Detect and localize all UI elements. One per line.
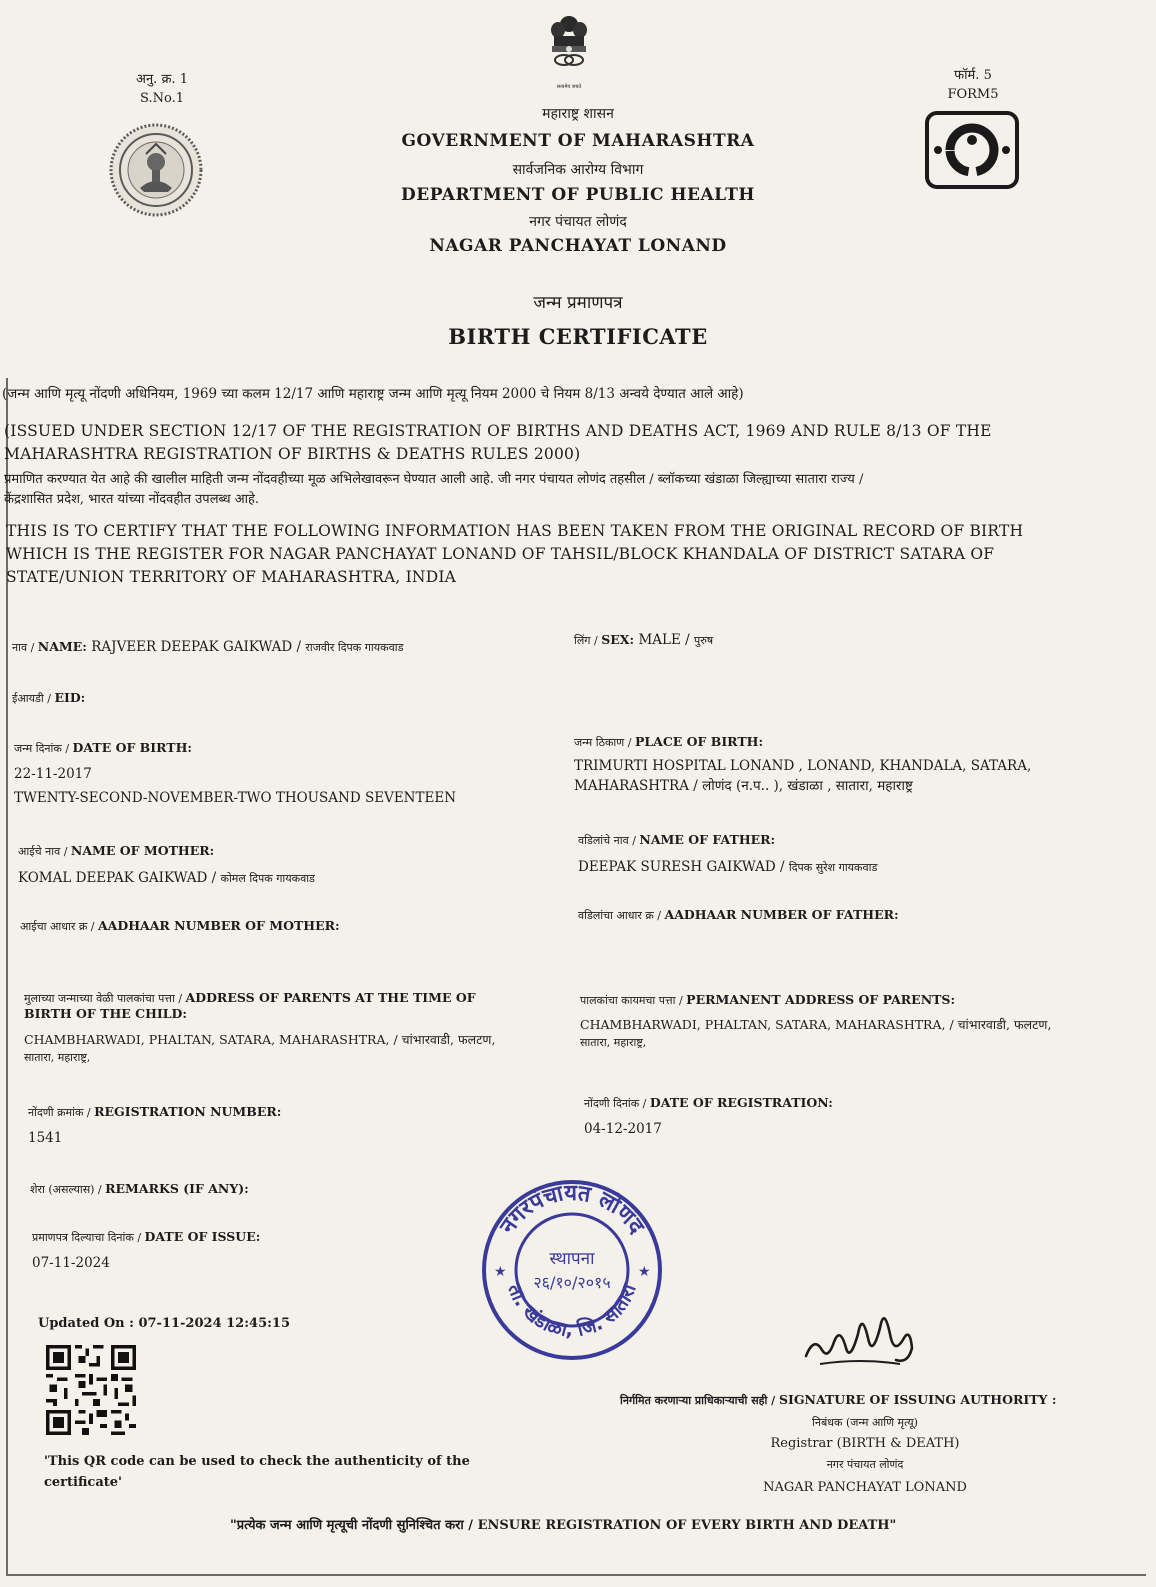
qr-code-icon[interactable] xyxy=(46,1345,136,1439)
sig-label-mr: निर्गमित करणाऱ्या प्राधिकाऱ्याची सही / xyxy=(620,1394,779,1407)
address-at-birth-field xyxy=(24,990,572,1065)
registration-date-field xyxy=(584,1095,833,1137)
stamp-ring-bottom: ता. खंडाळा, जि. सातारा xyxy=(503,1280,641,1342)
sex-field xyxy=(574,629,713,648)
address-at-birth-label: मुलाच्या जन्माच्या वेळी पालकांचा पत्ता / ADDRESS OF PARENTS AT THE TIME OF xyxy=(24,990,476,1005)
pob-label: जन्म ठिकाण / PLACE OF BIRTH: xyxy=(574,734,764,749)
ensure-registration-note: "प्रत्येक जन्म आणि मृत्यूची नोंदणी सुनिश्चित करा / ENSURE REGISTRATION OF EVERY BIRTH AND DEATH" xyxy=(230,1518,897,1533)
local-body-mr: नगर पंचायत लोणंद xyxy=(529,214,627,230)
signature-authority-label xyxy=(620,1389,1120,1408)
state-name-en: GOVERNMENT OF MAHARASHTRA xyxy=(401,131,755,151)
certify-statement-en xyxy=(6,520,1156,589)
aadhaar-father-label-mr: वडिलांचा आधार क्र / xyxy=(578,909,665,922)
sex-label: लिंग / SEX: xyxy=(574,632,639,647)
name-value: RAJVEER DEEPAK GAIKWAD / xyxy=(91,639,306,655)
mother-value: KOMAL DEEPAK GAIKWAD / xyxy=(18,870,221,886)
aadhaar-mother-field xyxy=(20,918,340,934)
permanent-address-label: पालकांचा कायमचा पत्ता / PERMANENT ADDRESS OF PARENTS: xyxy=(580,992,956,1007)
place-of-birth-field xyxy=(574,734,1134,794)
regno-value: 1541 xyxy=(28,1130,63,1146)
remarks-label-en: REMARKS (IF ANY): xyxy=(105,1181,249,1196)
registrar-block xyxy=(700,1415,1030,1495)
form-number-block xyxy=(928,66,1018,104)
serial-number-block xyxy=(122,70,202,108)
aadhaar-father-label-en: AADHAAR NUMBER OF FATHER: xyxy=(664,907,899,922)
permanent-address-value-line1: CHAMBHARWADI, PHALTAN, SATARA, MAHARASHTRA, / चांभारवाडी, फलटण, xyxy=(580,1017,1052,1032)
regdate-value: 04-12-2017 xyxy=(584,1121,662,1137)
dob-value: 22-11-2017 xyxy=(14,766,92,782)
serial-number-mr: अनु. क्र. 1 xyxy=(136,72,188,87)
qr-note xyxy=(44,1451,544,1493)
mother-name-field xyxy=(18,843,558,886)
certify-en-line3: STATE/UNION TERRITORY OF MAHARASHTRA, INDIA xyxy=(6,568,457,586)
stamp-center-line1: स्थापना xyxy=(549,1249,595,1269)
address-at-birth-value-line1: CHAMBHARWADI, PHALTAN, SATARA, MAHARASHTRA, / चांभारवाडी, फलटण, xyxy=(24,1032,496,1047)
aadhaar-father-field xyxy=(578,907,899,923)
certify-mr-line2: केंद्रशासित प्रदेश, भारत यांच्या नोंदवहीत उपलब्ध आहे. xyxy=(4,492,260,507)
eid-field xyxy=(12,690,85,706)
form-number-mr: फॉर्म. 5 xyxy=(954,68,992,83)
registration-number-field xyxy=(28,1104,281,1146)
remarks-label-mr: शेरा (असल्यास) / xyxy=(30,1183,106,1196)
national-emblem-icon xyxy=(544,14,594,90)
certify-en-line2: WHICH IS THE REGISTER FOR NAGAR PANCHAYAT LONAND OF TAHSIL/BLOCK KHANDALA OF DISTRICT SATARA OF xyxy=(6,545,995,563)
registrar-mr: निबंधक (जन्म आणि मृत्यू) xyxy=(812,1416,918,1429)
certify-mr-line1: प्रमाणित करण्यात येत आहे की खालील माहिती जन्म नोंदवहीच्या मूळ अभिलेखावरून घेण्यात आली आहे. जी नगर पंचायत लोणंद तहसील / ब्लॉकच्या खंडाळा जिल्ह्याच्या सातारा राज्य / xyxy=(4,472,864,487)
date-of-birth-field xyxy=(14,740,554,806)
name-label: नाव / NAME: xyxy=(12,639,92,654)
pob-value-line1: TRIMURTI HOSPITAL LONAND , LONAND, KHANDALA, SATARA, xyxy=(574,758,1032,774)
stamp-star-left-icon: ★ xyxy=(494,1264,507,1280)
registrar-np-en: NAGAR PANCHAYAT LONAND xyxy=(763,1480,967,1495)
father-value: DEEPAK SURESH GAIKWAD / xyxy=(578,859,789,875)
local-body-en: NAGAR PANCHAYAT LONAND xyxy=(429,236,727,256)
regno-label: नोंदणी क्रमांक / REGISTRATION NUMBER: xyxy=(28,1104,282,1119)
name-value-mr: राजवीर दिपक गायकवाड xyxy=(305,641,404,654)
mother-value-line xyxy=(18,867,558,886)
dob-label: जन्म दिनांक / DATE OF BIRTH: xyxy=(14,740,192,755)
qr-note-line2: certificate' xyxy=(44,1475,123,1490)
aadhaar-mother-label-mr: आईचा आधार क्र / xyxy=(20,920,98,933)
pob-value-line2: MAHARASHTRA / लोणंद (न.प.. ), खंडाळा , सातारा, महाराष्ट्र xyxy=(574,778,913,794)
father-value-mr: दिपक सुरेश गायकवाड xyxy=(788,861,878,874)
regdate-label: नोंदणी दिनांक / DATE OF REGISTRATION: xyxy=(584,1095,833,1110)
issued-under-mr: (जन्म आणि मृत्यू नोंदणी अधिनियम, 1969 च्या कलम 12/17 आणि महाराष्ट्र जन्म आणि मृत्यू नियम 2000 चे नियम 8/13 अन्वये देण्यात आले आहे) xyxy=(2,386,744,402)
certify-statement-mr xyxy=(4,470,1154,510)
registrar-np-mr: नगर पंचायत लोणंद xyxy=(826,1458,904,1471)
address-at-birth-label-line2: BIRTH OF THE CHILD: xyxy=(24,1006,188,1021)
state-name-mr: महाराष्ट्र शासन xyxy=(542,106,614,122)
mother-value-mr: कोमल दिपक गायकवाड xyxy=(220,872,315,885)
stamp-ring-top: नगरपंचायत लोणंद xyxy=(495,1180,649,1239)
issued-under-en-line1: (ISSUED UNDER SECTION 12/17 OF THE REGISTRATION OF BIRTHS AND DEATHS ACT, 1969 AND RULE 8/13 OF THE xyxy=(4,422,992,440)
emblem-caption: सत्यमेव जयते xyxy=(556,84,582,90)
issued-under-en xyxy=(4,420,1154,466)
certificate-title-en: BIRTH CERTIFICATE xyxy=(448,324,708,349)
remarks-field xyxy=(30,1181,249,1197)
stamp-star-right-icon: ★ xyxy=(638,1264,651,1280)
mother-label: आईचे नाव / NAME OF MOTHER: xyxy=(18,843,215,858)
updated-on: Updated On : 07-11-2024 12:45:15 xyxy=(38,1316,291,1331)
certify-en-line1: THIS IS TO CERTIFY THAT THE FOLLOWING INFORMATION HAS BEEN TAKEN FROM THE ORIGINAL RECORD OF BIRTH xyxy=(6,522,1024,540)
address-at-birth-value-line2: सातारा, महाराष्ट्र, xyxy=(24,1051,91,1064)
dob-in-words: TWENTY-SECOND-NOVEMBER-TWO THOUSAND SEVENTEEN xyxy=(14,790,457,806)
issue-value: 07-11-2024 xyxy=(32,1255,110,1271)
name-field xyxy=(12,636,403,655)
father-label: वडिलांचे नाव / NAME OF FATHER: xyxy=(578,832,776,847)
form-number-en: FORM5 xyxy=(947,87,999,102)
official-round-stamp xyxy=(478,1176,666,1368)
department-name-en: DEPARTMENT OF PUBLIC HEALTH xyxy=(401,185,755,205)
certificate-title-mr: जन्म प्रमाणपत्र xyxy=(533,293,623,313)
svg-text:नगरपंचायत लोणंद xyxy=(495,1181,650,1240)
stamp-center-line2: २६/१०/२०१५ xyxy=(533,1273,611,1292)
permanent-address-value-line2: सातारा, महाराष्ट्र, xyxy=(580,1036,647,1049)
eid-label-en: EID: xyxy=(54,690,86,705)
qr-note-line1: 'This QR code can be used to check the authenticity of the xyxy=(44,1454,470,1469)
father-name-field xyxy=(578,832,1138,875)
sig-label-en: SIGNATURE OF ISSUING AUTHORITY : xyxy=(779,1392,1057,1407)
registrar-en: Registrar (BIRTH & DEATH) xyxy=(770,1436,960,1451)
sex-value-mr: पुरुष xyxy=(693,634,714,647)
eid-label-mr: ईआयडी / xyxy=(12,692,55,705)
permanent-address-field xyxy=(580,992,1146,1050)
issue-label: प्रमाणपत्र दिल्याचा दिनांक / DATE OF ISSUE: xyxy=(32,1229,261,1244)
department-name-mr: सार्वजनिक आरोग्य विभाग xyxy=(512,162,644,178)
authority-signature xyxy=(800,1298,920,1382)
date-of-issue-field xyxy=(32,1229,260,1271)
issued-under-en-line2: MAHARASHTRA REGISTRATION OF BIRTHS & DEATHS RULES 2000) xyxy=(4,445,581,463)
father-value-line xyxy=(578,856,1138,875)
aadhaar-mother-label-en: AADHAAR NUMBER OF MOTHER: xyxy=(97,918,340,933)
serial-number-en: S.No.1 xyxy=(140,91,184,106)
sex-value: MALE / xyxy=(638,632,694,648)
